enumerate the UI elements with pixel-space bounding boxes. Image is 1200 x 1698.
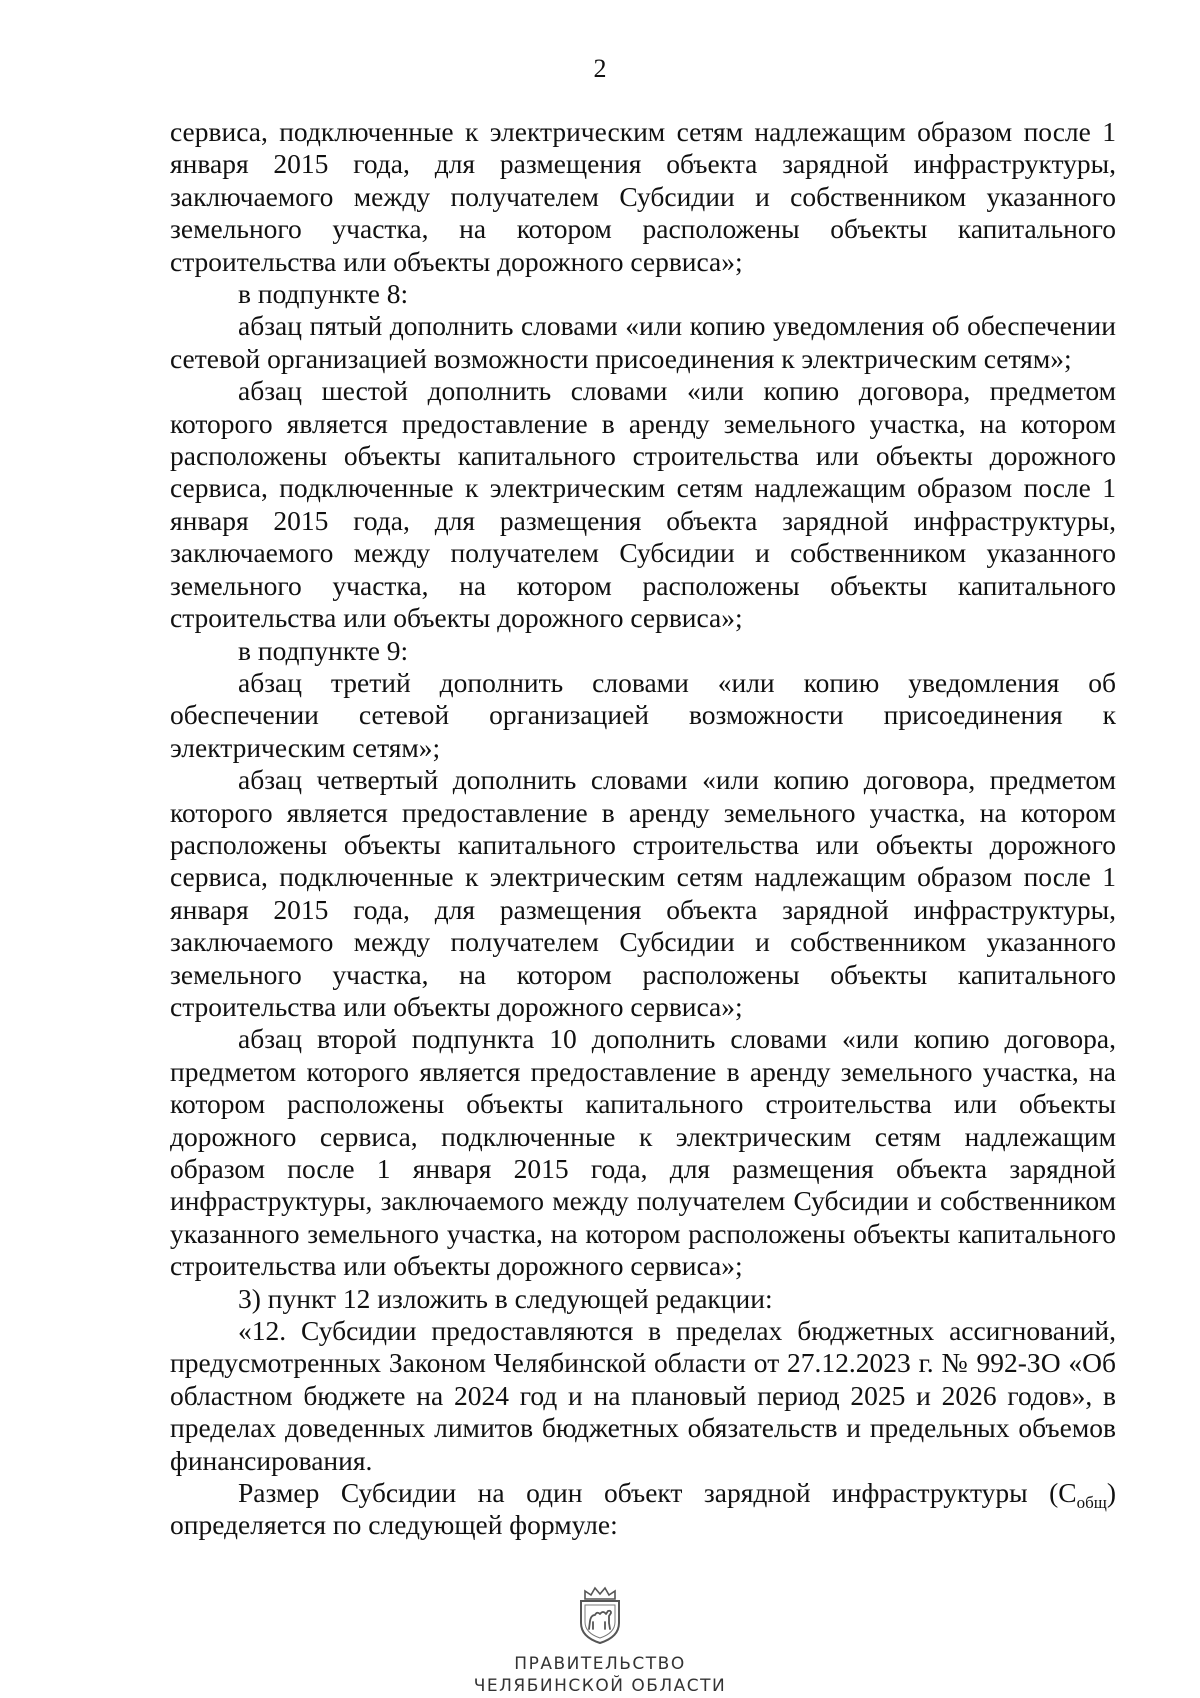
paragraph-1: сервиса, подключенные к электрическим сетям надлежащим образом после 1 января 2015 года, для размещения объекта зарядной инфраструктуры, заключаемого между получателем Субсидии и собственником указанного земельного участка, на котором расположены объекты капитального строительства или объекты дорожного сервиса»; — [170, 116, 1116, 277]
formula-subscript: общ — [1076, 1493, 1107, 1513]
formula-text-before: Размер Субсидии на один объект зарядной инфраструктуры (С — [238, 1477, 1077, 1509]
paragraph-4: абзац шестой дополнить словами «или копию договора, предметом которого является предоставление в аренду земельного участка, на котором расположены объекты капитального строительства или объекты дорожного сервиса, подключенные к электрическим сетям надлежащим образом после 1 января 2015 года, для размещения объекта зарядной инфраструктуры, заключаемого между получателем Субсидии и собственником указанного земельного участка, на котором расположены объекты капитального строительства или объекты дорожного сервиса»; — [170, 375, 1116, 634]
paragraph-8: абзац второй подпункта 10 дополнить словами «или копию договора, предметом которого является предоставление в аренду земельного участка, на котором расположены объекты капитального строительства или объекты дорожного сервиса, подключенные к электрическим сетям надлежащим образом после 1 января 2015 года, для размещения объекта зарядной инфраструктуры, заключаемого между получателем Субсидии и собственником указанного земельного участка, на котором расположены объекты капитального строительства или объекты дорожного сервиса»; — [170, 1023, 1116, 1282]
footer — [0, 1585, 1200, 1697]
formula-text-after: ) определяется по следующей формуле: — [170, 1477, 1116, 1541]
formula-paragraph — [170, 1477, 1116, 1542]
footer-line-region: ЧЕЛЯБИНСКОЙ ОБЛАСТИ — [473, 1676, 727, 1696]
paragraph-6: абзац третий дополнить словами «или копию уведомления об обеспечении сетевой организацией возможности присоединения к электрическим сетям»; — [170, 666, 1116, 763]
paragraph-7: абзац четвертый дополнить словами «или копию договора, предметом которого является предоставление в аренду земельного участка, на котором расположены объекты капитального строительства или объекты дорожного сервиса, подключенные к электрическим сетям надлежащим образом после 1 января 2015 года, для размещения объекта зарядной инфраструктуры, заключаемого между получателем Субсидии и собственником указанного земельного участка, на котором расположены объекты капитального строительства или объекты дорожного сервиса»; — [170, 764, 1116, 1022]
paragraph-10: «12. Субсидии предоставляются в пределах бюджетных ассигнований, предусмотренных Законом Челябинской области от 27.12.2023 г. № 992-ЗО «Об областном бюджете на 2024 год и на плановый период 2025 и 2026 годов», в пределах доведенных лимитов бюджетных обязательств и предельных объемов финансирования. — [170, 1315, 1116, 1476]
paragraph-2: в подпункте 8: — [238, 278, 409, 310]
paragraph-9: 3) пункт 12 изложить в следующей редакции: — [238, 1282, 773, 1314]
footer-line-government: ПРАВИТЕЛЬСТВО — [514, 1654, 686, 1674]
paragraph-5: в подпункте 9: — [238, 634, 409, 666]
paragraph-3: абзац пятый дополнить словами «или копию уведомления об обеспечении сетевой организацией возможности присоединения к электрическим сетям»; — [170, 310, 1116, 374]
chelyabinsk-coat-of-arms-icon — [573, 1585, 627, 1647]
document-body — [170, 116, 1116, 1542]
page-number: 2 — [593, 54, 607, 83]
